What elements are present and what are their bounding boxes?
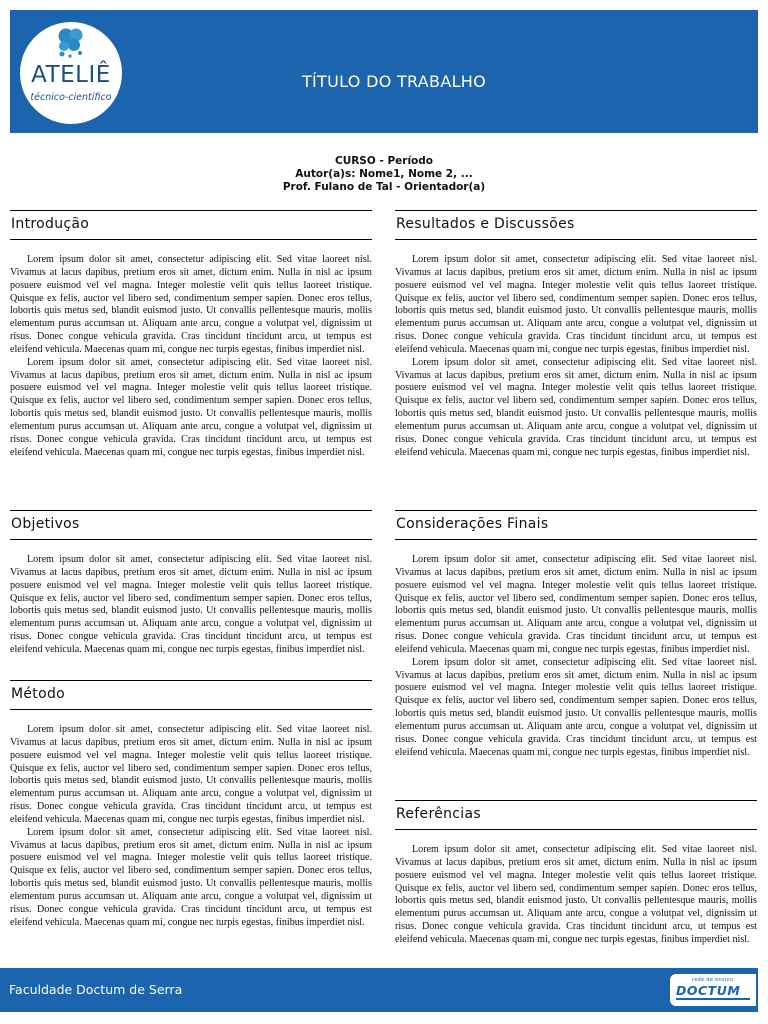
- institution-name: Faculdade Doctum de Serra: [9, 982, 183, 997]
- section-heading: Introdução: [10, 210, 372, 240]
- work-meta: [230, 155, 538, 194]
- section-heading: Objetivos: [10, 510, 372, 540]
- course-line: CURSO - Período: [334, 155, 433, 167]
- section-heading: Considerações Finais: [395, 510, 757, 540]
- paragraph: Lorem ipsum dolor sit amet, consectetur adipiscing elit. Sed vitae laoreet nisl. Vivamus at lacus dapibus, pretium eros sit amet, dictum enim. Nulla in nisl ac ipsum posuere euismod vel vel magna. Integer molestie velit quis tellus laoreet tristique. Quisque ex felis, auctor vel libero sed, condimentum semper sapien. Donec eros tellus, lobortis quis metus sed, blandit euismod justo. Ut convallis pellentesque mauris, mollis elementum purus accumsan ut. Aliquam ante arcu, congue a volutpat vel, dignissim ut risus. Donec congue vehicula gravida. Cras tincidunt tincidunt arcu, ut tempus est eleifend vehicula. Maecenas quam mi, congue nec turpis egestas, finibus imperdiet nisl.: [395, 254, 757, 355]
- logo-wordmark: ATELIÊ: [31, 62, 111, 88]
- section-heading: Referências: [395, 800, 757, 830]
- paragraph: Lorem ipsum dolor sit amet, consectetur adipiscing elit. Sed vitae laoreet nisl. Vivamus at lacus dapibus, pretium eros sit amet, dictum enim. Nulla in nisl ac ipsum posuere euismod vel vel magna. Integer molestie velit quis tellus laoreet tristique. Quisque ex felis, auctor vel libero sed, condimentum semper sapien. Donec eros tellus, lobortis quis metus sed, blandit euismod justo. Ut convallis pellentesque mauris, mollis elementum purus accumsan ut. Aliquam ante arcu, congue a volutpat vel, dignissim ut risus. Donec congue vehicula gravida. Cras tincidunt tincidunt arcu, ut tempus est eleifend vehicula. Maecenas quam mi, congue nec turpis egestas, finibus imperdiet nisl.: [395, 554, 757, 655]
- section-objetivos: [10, 510, 372, 657]
- doctum-logo: [670, 974, 756, 1006]
- paragraph: Lorem ipsum dolor sit amet, consectetur adipiscing elit. Sed vitae laoreet nisl. Vivamus at lacus dapibus, pretium eros sit amet, dictum enim. Nulla in nisl ac ipsum posuere euismod vel vel magna. Integer molestie velit quis tellus laoreet tristique. Quisque ex felis, auctor vel libero sed, condimentum semper sapien. Donec eros tellus, lobortis quis metus sed, blandit euismod justo. Ut convallis pellentesque mauris, mollis elementum purus accumsan ut. Aliquam ante arcu, congue a volutpat vel, dignissim ut risus. Donec congue vehicula gravida. Cras tincidunt tincidunt arcu, ut tempus est eleifend vehicula. Maecenas quam mi, congue nec turpis egestas, finibus imperdiet nisl.: [10, 356, 372, 458]
- paragraph: Lorem ipsum dolor sit amet, consectetur adipiscing elit. Sed vitae laoreet nisl. Vivamus at lacus dapibus, pretium eros sit amet, dictum enim. Nulla in nisl ac ipsum posuere euismod vel vel magna. Integer molestie velit quis tellus laoreet tristique. Quisque ex felis, auctor vel libero sed, condimentum semper sapien. Donec eros tellus, lobortis quis metus sed, blandit euismod justo. Ut convallis pellentesque mauris, mollis elementum purus accumsan ut. Aliquam ante arcu, congue a volutpat vel, dignissim ut risus. Donec congue vehicula gravida. Cras tincidunt tincidunt arcu, ut tempus est eleifend vehicula. Maecenas quam mi, congue nec turpis egestas, finibus imperdiet nisl.: [395, 356, 757, 458]
- advisor-line: Prof. Fulano de Tal - Orientador(a): [282, 181, 486, 193]
- atelie-logo: [20, 22, 122, 124]
- section-resultados: [395, 210, 757, 460]
- paragraph: Lorem ipsum dolor sit amet, consectetur adipiscing elit. Sed vitae laoreet nisl. Vivamus at lacus dapibus, pretium eros sit amet, dictum enim. Nulla in nisl ac ipsum posuere euismod vel vel magna. Integer molestie velit quis tellus laoreet tristique. Quisque ex felis, auctor vel libero sed, condimentum semper sapien. Donec eros tellus, lobortis quis metus sed, blandit euismod justo. Ut convallis pellentesque mauris, mollis elementum purus accumsan ut. Aliquam ante arcu, congue a volutpat vel, dignissim ut risus. Donec congue vehicula gravida. Cras tincidunt tincidunt arcu, ut tempus est eleifend vehicula. Maecenas quam mi, congue nec turpis egestas, finibus imperdiet nisl.: [10, 826, 372, 928]
- logo-subtitle: técnico-científico: [30, 92, 112, 103]
- section-introducao: [10, 210, 372, 460]
- page-title: TÍTULO DO TRABALHO: [301, 72, 487, 91]
- section-heading: Método: [10, 680, 372, 710]
- paragraph: Lorem ipsum dolor sit amet, consectetur adipiscing elit. Sed vitae laoreet nisl. Vivamus at lacus dapibus, pretium eros sit amet, dictum enim. Nulla in nisl ac ipsum posuere euismod vel vel magna. Integer molestie velit quis tellus laoreet tristique. Quisque ex felis, auctor vel libero sed, condimentum semper sapien. Donec eros tellus, lobortis quis metus sed, blandit euismod justo. Ut convallis pellentesque mauris, mollis elementum purus accumsan ut. Aliquam ante arcu, congue a volutpat vel, dignissim ut risus. Donec congue vehicula gravida. Cras tincidunt tincidunt arcu, ut tempus est eleifend vehicula. Maecenas quam mi, congue nec turpis egestas, finibus imperdiet nisl.: [395, 656, 757, 758]
- section-consideracoes: [395, 510, 757, 760]
- section-heading: Resultados e Discussões: [395, 210, 757, 240]
- paragraph: Lorem ipsum dolor sit amet, consectetur adipiscing elit. Sed vitae laoreet nisl. Vivamus at lacus dapibus, pretium eros sit amet, dictum enim. Nulla in nisl ac ipsum posuere euismod vel vel magna. Integer molestie velit quis tellus laoreet tristique. Quisque ex felis, auctor vel libero sed, condimentum semper sapien. Donec eros tellus, lobortis quis metus sed, blandit euismod justo. Ut convallis pellentesque mauris, mollis elementum purus accumsan ut. Aliquam ante arcu, congue a volutpat vel, dignissim ut risus. Donec congue vehicula gravida. Cras tincidunt tincidunt arcu, ut tempus est eleifend vehicula. Maecenas quam mi, congue nec turpis egestas, finibus imperdiet nisl.: [10, 254, 372, 355]
- doctum-logo-tagline: rede de ensino: [692, 977, 734, 983]
- section-metodo: [10, 680, 372, 930]
- atelie-bubbles-icon: [54, 26, 88, 60]
- paragraph: Lorem ipsum dolor sit amet, consectetur adipiscing elit. Sed vitae laoreet nisl. Vivamus at lacus dapibus, pretium eros sit amet, dictum enim. Nulla in nisl ac ipsum posuere euismod vel vel magna. Integer molestie velit quis tellus laoreet tristique. Quisque ex felis, auctor vel libero sed, condimentum semper sapien. Donec eros tellus, lobortis quis metus sed, blandit euismod justo. Ut convallis pellentesque mauris, mollis elementum purus accumsan ut. Aliquam ante arcu, congue a volutpat vel, dignissim ut risus. Donec congue vehicula gravida. Cras tincidunt tincidunt arcu, ut tempus est eleifend vehicula. Maecenas quam mi, congue nec turpis egestas, finibus imperdiet nisl.: [10, 554, 372, 655]
- footer-band: [0, 968, 758, 1012]
- doctum-logo-wordmark: DOCTUM: [676, 983, 741, 998]
- paragraph: Lorem ipsum dolor sit amet, consectetur adipiscing elit. Sed vitae laoreet nisl. Vivamus at lacus dapibus, pretium eros sit amet, dictum enim. Nulla in nisl ac ipsum posuere euismod vel vel magna. Integer molestie velit quis tellus laoreet tristique. Quisque ex felis, auctor vel libero sed, condimentum semper sapien. Donec eros tellus, lobortis quis metus sed, blandit euismod justo. Ut convallis pellentesque mauris, mollis elementum purus accumsan ut. Aliquam ante arcu, congue a volutpat vel, dignissim ut risus. Donec congue vehicula gravida. Cras tincidunt tincidunt arcu, ut tempus est eleifend vehicula. Maecenas quam mi, congue nec turpis egestas, finibus imperdiet nisl.: [10, 724, 372, 825]
- paragraph: Lorem ipsum dolor sit amet, consectetur adipiscing elit. Sed vitae laoreet nisl. Vivamus at lacus dapibus, pretium eros sit amet, dictum enim. Nulla in nisl ac ipsum posuere euismod vel vel magna. Integer molestie velit quis tellus laoreet tristique. Quisque ex felis, auctor vel libero sed, condimentum semper sapien. Donec eros tellus, lobortis quis metus sed, blandit euismod justo. Ut convallis pellentesque mauris, mollis elementum purus accumsan ut. Aliquam ante arcu, congue a volutpat vel, dignissim ut risus. Donec congue vehicula gravida. Cras tincidunt tincidunt arcu, ut tempus est eleifend vehicula. Maecenas quam mi, congue nec turpis egestas, finibus imperdiet nisl.: [395, 844, 757, 945]
- section-referencias: [395, 800, 757, 947]
- doctum-logo-underline: [676, 998, 750, 1000]
- authors-line: Autor(a)s: Nome1, Nome 2, ...: [295, 168, 473, 180]
